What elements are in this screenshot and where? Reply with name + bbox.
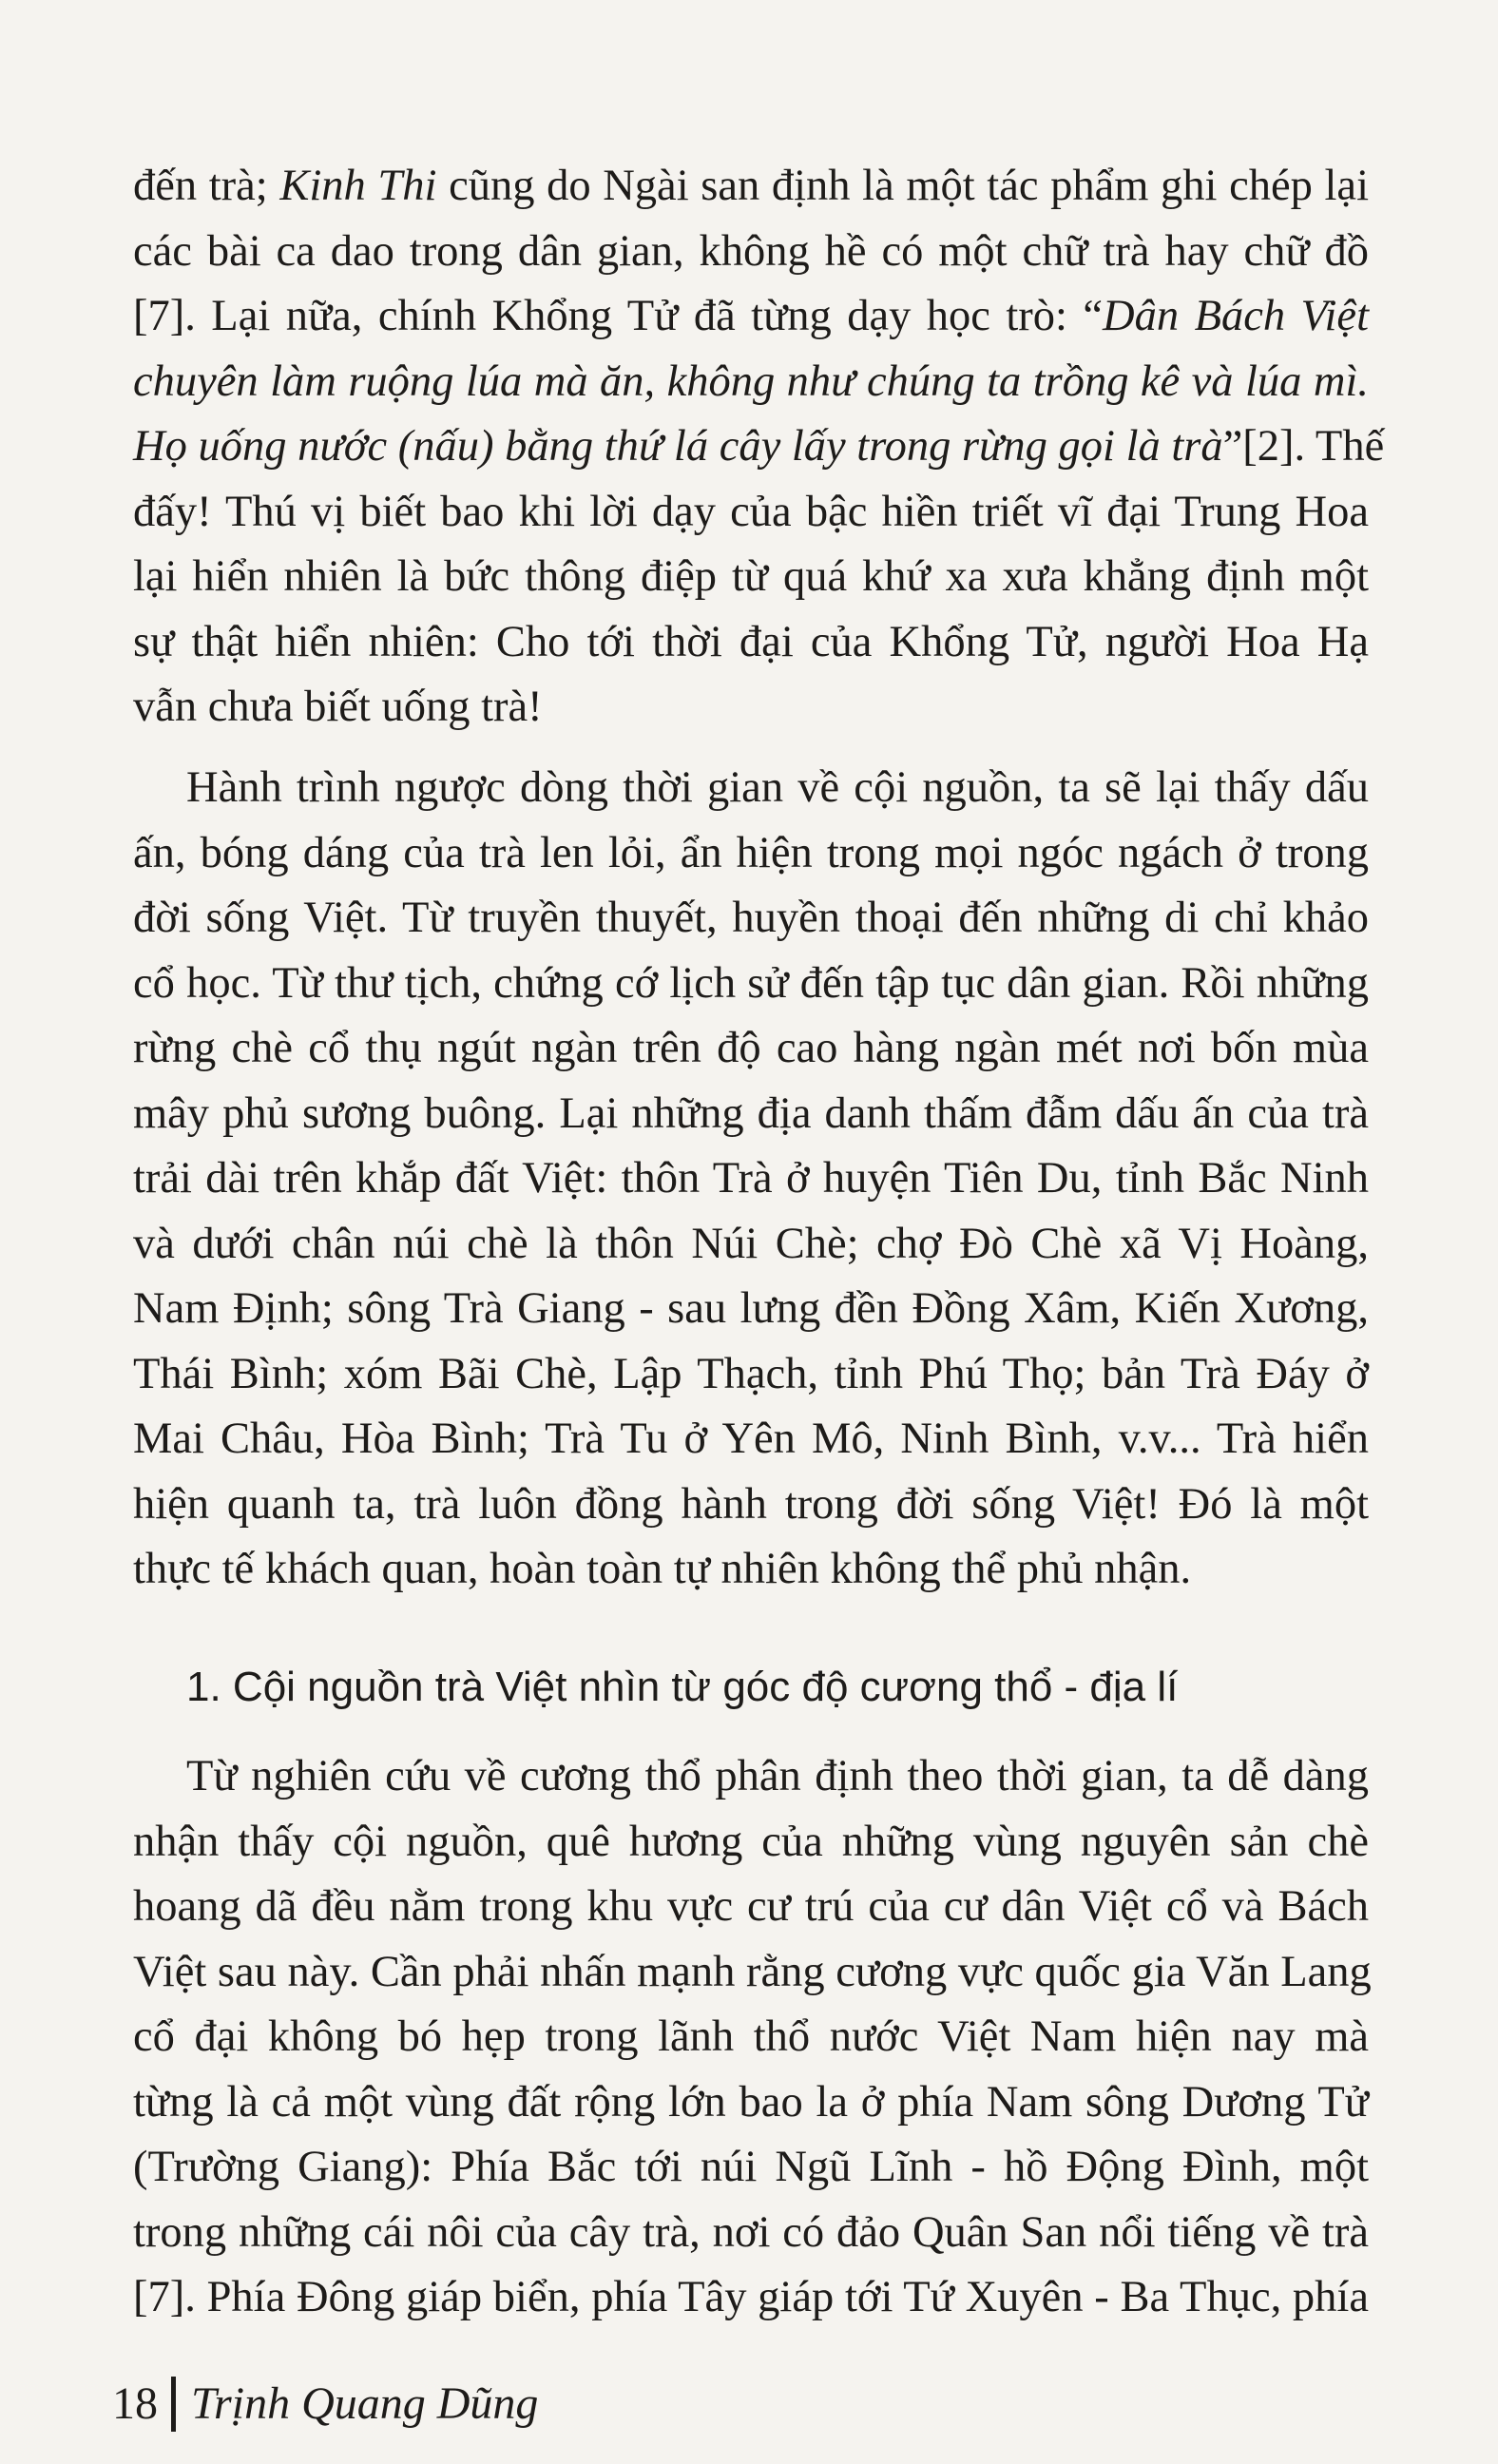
paragraph-3 <box>133 1744 1372 2331</box>
text-line: trải dài trên khắp đất Việt: thôn Trà ở huyện Tiên Du, tỉnh Bắc Ninh <box>133 1154 1369 1203</box>
text-line: và dưới chân núi chè là thôn Núi Chè; chợ Đò Chè xã Vị Hoàng, <box>133 1219 1369 1268</box>
paragraph-1 <box>133 154 1385 741</box>
text-line: cổ đại không bó hẹp trong lãnh thổ nước Việt Nam hiện nay mà <box>133 2012 1369 2061</box>
text-line: mây phủ sương buông. Lại những địa danh thấm đẫm dấu ấn của trà <box>133 1088 1369 1138</box>
text-line: các bài ca dao trong dân gian, không hề có một chữ trà hay chữ đồ <box>133 226 1369 276</box>
text-line: Hành trình ngược dòng thời gian về cội nguồn, ta sẽ lại thấy dấu <box>186 763 1369 812</box>
text-line: ấn, bóng dáng của trà len lỏi, ẩn hiện trong mọi ngóc ngách ở trong <box>133 828 1369 877</box>
page-number: 18 <box>112 2378 158 2429</box>
text-line: cổ học. Từ thư tịch, chứng cớ lịch sử đến tập tục dân gian. Rồi những <box>133 958 1369 1008</box>
text-line: Từ nghiên cứu về cương thổ phân định theo thời gian, ta dễ dàng <box>186 1752 1369 1800</box>
quote-text: chuyên làm ruộng lúa mà ăn, không như chúng ta trồng kê và lúa mì. <box>133 356 1369 406</box>
text-line: Thái Bình; xóm Bãi Chè, Lập Thạch, tỉnh Phú Thọ; bản Trà Đáy ở <box>133 1349 1369 1398</box>
text-line: Việt sau này. Cần phải nhấn mạnh rằng cương vực quốc gia Văn Lang <box>133 1947 1372 1996</box>
quote-text: Dân Bách Việt <box>1103 292 1369 340</box>
text-line: Mai Châu, Hòa Bình; Trà Tu ở Yên Mô, Ninh Bình, v.v... Trà hiển <box>133 1415 1369 1463</box>
text-line: đến trà; Kinh Thi cũng do Ngài san định là một tác phẩm ghi chép lại <box>133 162 1369 210</box>
text-line: hoang dã đều nằm trong khu vực cư trú của cư dân Việt cổ và Bách <box>133 1882 1369 1931</box>
quote-text: Họ uống nước (nấu) bằng thứ lá cây lấy trong rừng gọi là trà <box>133 422 1223 471</box>
text-line: đấy! Thú vị biết bao khi lời dạy của bậc hiền triết vĩ đại Trung Hoa <box>133 487 1369 536</box>
section-heading: 1. Cội nguồn trà Việt nhìn từ góc độ cương thổ - địa lí <box>186 1664 1179 1710</box>
text-line: hiện quanh ta, trà luôn đồng hành trong đời sống Việt! Đó là một <box>133 1479 1369 1529</box>
footer-divider <box>171 2377 176 2432</box>
text-line: nhận thấy cội nguồn, quê hương của những vùng nguyên sản chè <box>133 1817 1369 1866</box>
text-line: thực tế khách quan, hoàn toàn tự nhiên không thể phủ nhận. <box>133 1545 1192 1593</box>
text-line: đời sống Việt. Từ truyền thuyết, huyền thoại đến những di chỉ khảo <box>133 894 1369 942</box>
text-line: từng là cả một vùng đất rộng lớn bao la ở phía Nam sông Dương Tử <box>133 2077 1369 2127</box>
text-line: Nam Định; sông Trà Giang - sau lưng đền Đồng Xâm, Kiến Xương, <box>133 1284 1369 1333</box>
text-line: lại hiển nhiên là bức thông điệp từ quá khứ xa xưa khẳng định một <box>133 552 1369 601</box>
text-line: sự thật hiển nhiên: Cho tới thời đại của Khổng Tử, người Hoa Hạ <box>133 617 1369 666</box>
text-line: [7]. Phía Đông giáp biển, phía Tây giáp tới Tứ Xuyên - Ba Thục, phía <box>133 2273 1369 2321</box>
text-line: vẫn chưa biết uống trà! <box>133 683 543 731</box>
book-title-kinh-thi: Kinh Thi <box>279 162 437 210</box>
text-line: rừng chè cổ thụ ngút ngàn trên độ cao hàng ngàn mét nơi bốn mùa <box>133 1024 1369 1072</box>
text-line: trong những cái nôi của cây trà, nơi có đảo Quân San nổi tiếng về trà <box>133 2207 1369 2257</box>
author-name: Trịnh Quang Dũng <box>191 2378 539 2429</box>
text-line: [7]. Lại nữa, chính Khổng Tử đã từng dạy học trò: “Dân Bách Việt <box>133 292 1369 340</box>
text-line: Họ uống nước (nấu) bằng thứ lá cây lấy trong rừng gọi là trà”[2]. Thế <box>133 422 1385 471</box>
page-footer <box>112 2371 538 2437</box>
text-line: (Trường Giang): Phía Bắc tới núi Ngũ Lĩnh - hồ Động Đình, một <box>133 2143 1369 2191</box>
paragraph-2 <box>133 756 1369 1603</box>
